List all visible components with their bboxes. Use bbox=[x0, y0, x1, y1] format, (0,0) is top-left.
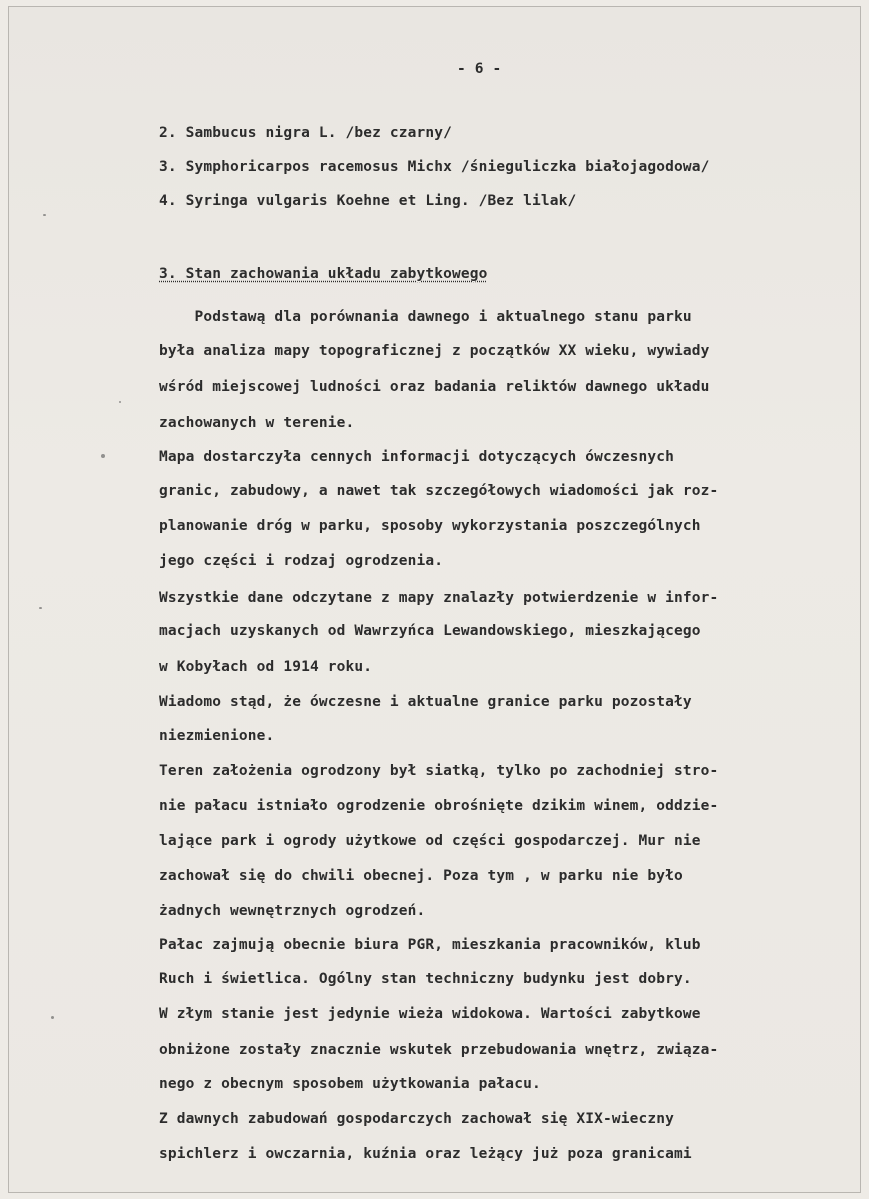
paper-speck bbox=[101, 454, 105, 458]
body-line: nie pałacu istniało ogrodzenie obrośnięte dzikim winem, oddzie- bbox=[159, 798, 719, 814]
body-line: była analiza mapy topograficznej z początków XX wieku, wywiady bbox=[159, 343, 710, 359]
body-line: Ruch i świetlica. Ogólny stan techniczny budynku jest dobry. bbox=[159, 971, 692, 987]
body-line: granic, zabudowy, a nawet tak szczegółowych wiadomości jak roz- bbox=[159, 483, 719, 499]
body-line: macjach uzyskanych od Wawrzyńca Lewandowskiego, mieszkającego bbox=[159, 623, 701, 639]
body-line: zachowanych w terenie. bbox=[159, 415, 355, 431]
paper-speck bbox=[43, 214, 46, 216]
species-list-item: 4. Syringa vulgaris Koehne et Ling. /Bez lilak/ bbox=[159, 193, 577, 209]
body-line: Pałac zajmują obecnie biura PGR, mieszkania pracowników, klub bbox=[159, 937, 701, 953]
body-line: Mapa dostarczyła cennych informacji dotyczących ówczesnych bbox=[159, 449, 675, 465]
paper-speck bbox=[119, 401, 121, 403]
paper-speck bbox=[51, 1016, 54, 1019]
body-line: wśród miejscowej ludności oraz badania reliktów dawnego układu bbox=[159, 379, 710, 395]
species-list-item: 3. Symphoricarpos racemosus Michx /śnieguliczka białojagodowa/ bbox=[159, 159, 710, 175]
page-number: - 6 - bbox=[457, 61, 502, 77]
body-line: nego z obecnym sposobem użytkowania pałacu. bbox=[159, 1076, 541, 1092]
paper-speck bbox=[39, 607, 42, 609]
species-list-item: 2. Sambucus nigra L. /bez czarny/ bbox=[159, 125, 453, 141]
body-line: zachował się do chwili obecnej. Poza tym , w parku nie było bbox=[159, 868, 683, 884]
body-line: obniżone zostały znacznie wskutek przebudowania wnętrz, związa- bbox=[159, 1042, 719, 1058]
body-line: Podstawą dla porównania dawnego i aktualnego stanu parku bbox=[159, 309, 692, 325]
body-line: W złym stanie jest jedynie wieża widokowa. Wartości zabytkowe bbox=[159, 1006, 701, 1022]
body-line: jego części i rodzaj ogrodzenia. bbox=[159, 553, 444, 569]
body-line: Teren założenia ogrodzony był siatką, tylko po zachodniej stro- bbox=[159, 763, 719, 779]
body-line: planowanie dróg w parku, sposoby wykorzystania poszczególnych bbox=[159, 518, 701, 534]
section-heading: 3. Stan zachowania układu zabytkowego bbox=[159, 266, 488, 282]
body-line: Z dawnych zabudowań gospodarczych zachował się XIX-wieczny bbox=[159, 1111, 675, 1127]
body-line: Wszystkie dane odczytane z mapy znalazły potwierdzenie w infor- bbox=[159, 590, 719, 606]
body-line: Wiadomo stąd, że ówczesne i aktualne granice parku pozostały bbox=[159, 694, 692, 710]
typewritten-page bbox=[8, 6, 861, 1193]
body-line: niezmienione. bbox=[159, 728, 275, 744]
body-line: w Kobyłach od 1914 roku. bbox=[159, 659, 373, 675]
body-line: lające park i ogrody użytkowe od części gospodarczej. Mur nie bbox=[159, 833, 701, 849]
body-line: spichlerz i owczarnia, kuźnia oraz leżący już poza granicami bbox=[159, 1146, 692, 1162]
body-line: żadnych wewnętrznych ogrodzeń. bbox=[159, 903, 426, 919]
